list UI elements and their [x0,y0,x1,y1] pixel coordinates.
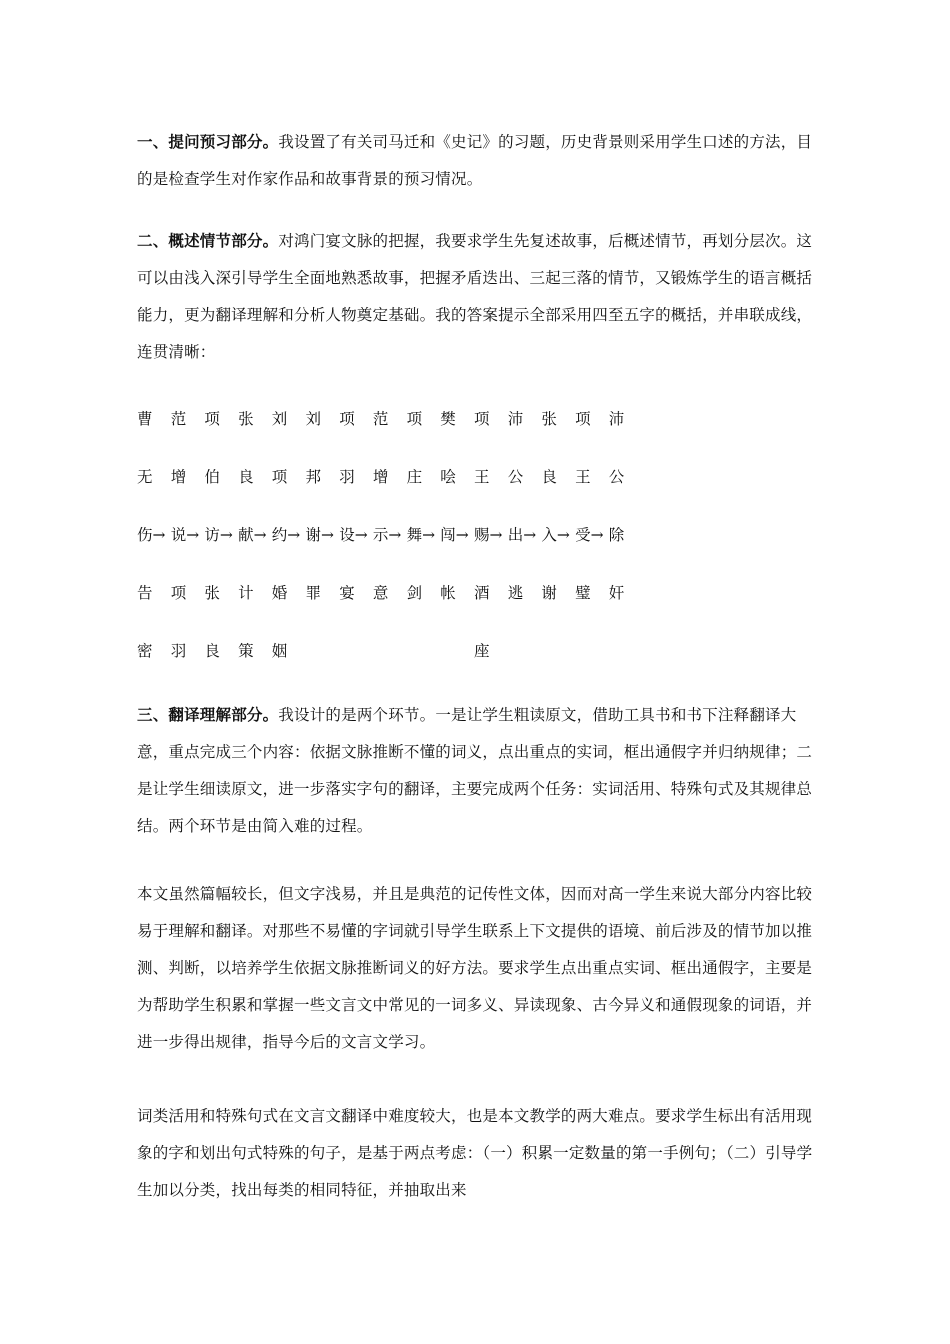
plot-grid-char: 设 [339,526,355,544]
plot-grid-char: 谢 [305,526,322,544]
paragraph-text: 我设计的是两个环节。一是让学生粗读原文，借助工具书和书下注释翻译大意，重点完成三个内容：依据文脉推断不懂的词义，点出重点的实词，框出通假字并归纳规律；二是让学生细读原文，进一步落实字句的翻译，主要完成两个任务：实词活用、特殊句式及其规律总结。两个环节是由简入难的过程。 [137,706,813,835]
plot-grid-char: 剑 [406,584,423,602]
paragraph-text: 词类活用和特殊句式在文言文翻译中难度较大，也是本文教学的两大难点。要求学生标出有活用现象的字和划出句式特殊的句子，是基于两点考虑：（一）积累一定数量的第一手例句；（二）引导学生加以分类，找出每类的相同特征，并抽取出来 [137,1107,813,1199]
plot-grid-char: 公 [507,468,524,486]
plot-arrow: → [523,526,537,544]
plot-grid-char: 刘 [305,410,322,428]
plot-grid-char: 项 [575,410,591,428]
plot-grid-char: 张 [204,584,220,602]
plot-grid-char: 项 [339,410,355,428]
plot-grid-char: 哙 [440,468,456,486]
plot-grid-char: 王 [575,468,591,486]
plot-grid-char: 良 [238,468,254,486]
plot-grid-char: 增 [372,468,389,486]
plot-grid-char: 项 [474,410,490,428]
plot-grid-char: 公 [608,468,625,486]
plot-grid-char: 赐 [474,526,490,544]
plot-grid-char: 宴 [339,584,355,602]
plot-grid-char: 奸 [608,584,625,602]
plot-arrow: → [253,526,267,544]
plot-grid-char: 羽 [339,468,355,486]
plot-grid-char: 受 [575,526,591,544]
plot-grid-char: 谢 [541,584,557,602]
plot-grid-char: 良 [541,468,557,486]
plot-grid-char: 项 [271,468,288,486]
plot-grid-char: 舞 [406,526,423,544]
paragraph-text: 对鸿门宴文脉的把握，我要求学生先复述故事，后概述情节，再划分层次。这可以由浅入深引导学生全面地熟悉故事，把握矛盾迭出、三起三落的情节，又锻炼学生的语言概括能力，更为翻译理解和分析人物奠定基础。我的答案提示全部采用四至五字的概括，并串联成线，连贯清晰： [137,232,813,361]
plot-grid-char: 范 [170,410,187,428]
plot-grid-char: 邦 [305,468,322,486]
plot-arrow: → [489,526,503,544]
plot-grid-char: 范 [372,410,389,428]
plot-grid-char: 姻 [271,642,288,660]
plot-grid-char: 献 [238,526,254,544]
paragraph-grammar [137,1098,817,1209]
plot-arrow: → [455,526,469,544]
plot-grid-char: 庄 [406,468,423,486]
plot-grid-char: 项 [170,584,187,602]
plot-grid-char: 酒 [474,584,490,602]
plot-grid-char: 樊 [440,410,456,428]
plot-arrow: → [556,526,570,544]
plot-grid-char: 王 [474,468,490,486]
paragraph-translation [137,696,817,845]
paragraph-vocabulary [137,876,817,1061]
plot-grid-char: 帐 [440,584,456,602]
plot-arrow: → [388,526,402,544]
plot-grid-char: 示 [372,526,389,544]
plot-grid-char: 入 [541,526,557,544]
plot-grid-char: 出 [507,526,524,544]
plot-grid-char: 除 [608,526,625,544]
paragraph-text: 本文虽然篇幅较长，但文字浅易，并且是典范的记传性文体，因而对高一学生来说大部分内容比较易于理解和翻译。对那些不易懂的字词就引导学生联系上下文提供的语境、前后涉及的情节加以推测、判断，以培养学生依据文脉推断词义的好方法。要求学生点出重点实词、框出通假字，主要是为帮助学生积累和掌握一些文言文中常见的一词多义、异读现象、古今异义和通假现象的词语，并进一步得出规律，指导今后的文言文学习。 [137,885,813,1051]
plot-grid-char: 逃 [507,584,524,602]
plot-arrow: → [186,526,200,544]
paragraph-heading: 二、概述情节部分。 [137,231,279,250]
paragraph-text: 我设置了有关司马迁和《史记》的习题，历史背景则采用学生口述的方法，目的是检查学生对作家作品和故事背景的预习情况。 [137,133,813,188]
paragraph-heading: 三、翻译理解部分。 [137,705,279,724]
plot-grid-char: 约 [271,526,288,544]
plot-grid-char: 曹 [137,410,153,428]
plot-arrow: → [287,526,301,544]
plot-grid-char: 良 [204,642,220,660]
plot-arrow: → [152,526,166,544]
plot-grid-char: 张 [238,410,254,428]
plot-grid-char: 罪 [305,584,322,602]
plot-grid-char: 访 [204,526,220,544]
plot-grid-char: 沛 [507,410,524,428]
plot-arrow: → [219,526,233,544]
plot-grid-char: 计 [238,584,254,602]
plot-grid-char: 策 [238,642,254,660]
plot-grid-char: 增 [170,468,187,486]
plot-grid-char: 张 [541,410,557,428]
plot-grid-char: 刘 [271,410,288,428]
plot-grid-char: 座 [474,642,490,660]
plot-grid-char: 告 [137,584,153,602]
paragraph-heading: 一、提问预习部分。 [137,132,279,151]
plot-grid-char: 羽 [170,642,187,660]
plot-grid-char: 说 [170,526,187,544]
plot-grid-char: 伯 [204,468,220,486]
plot-grid-char: 璧 [575,584,591,602]
plot-grid-char: 意 [372,584,389,602]
plot-grid-char: 婚 [271,584,288,602]
plot-arrow: → [422,526,436,544]
plot-grid-char: 密 [137,642,153,660]
plot-grid-char: 项 [406,410,423,428]
paragraph-plot-summary [137,222,817,371]
plot-arrow: → [590,526,604,544]
plot-grid-char: 伤 [137,526,153,544]
plot-arrow: → [321,526,334,544]
paragraph-preview [137,123,817,198]
plot-grid-char: 闯 [440,526,456,544]
plot-grid-char: 无 [137,468,153,486]
plot-arrow: → [354,526,368,544]
plot-grid-char: 项 [204,410,220,428]
plot-grid-char: 沛 [608,410,625,428]
